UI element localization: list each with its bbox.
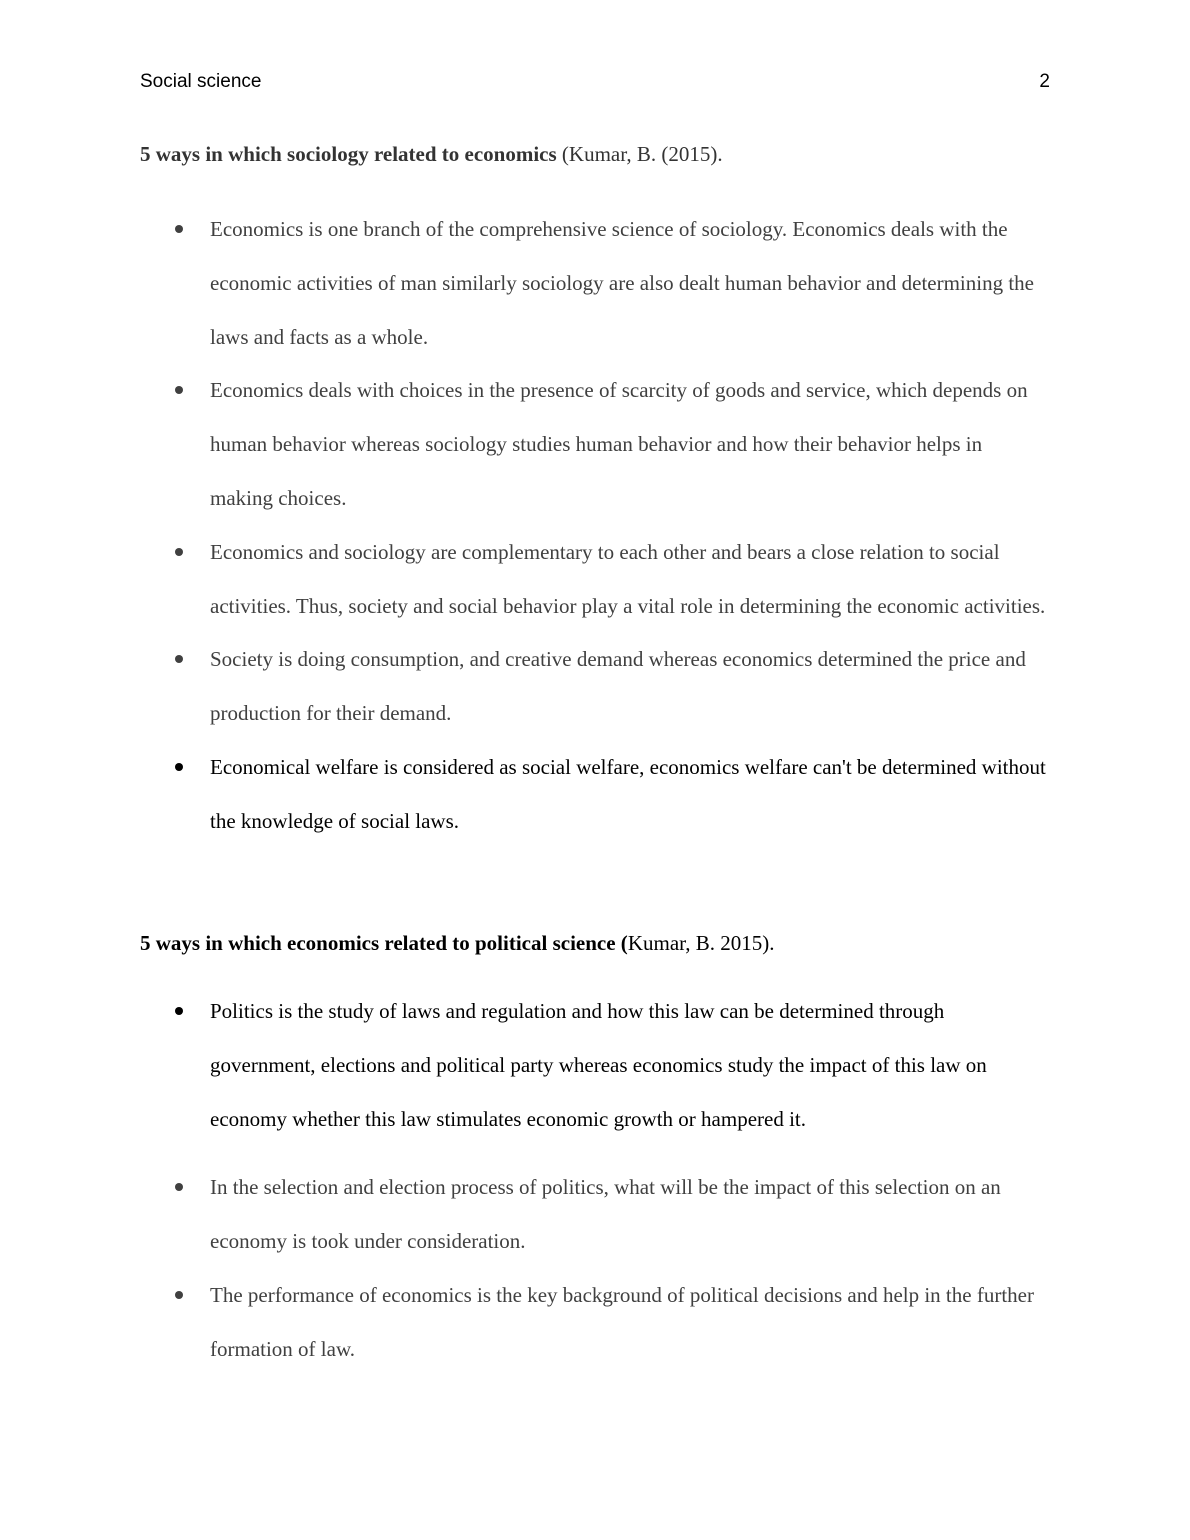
bullet-icon [175,225,183,233]
list-item [140,203,1050,364]
section-heading-economics-political-science [140,929,775,957]
list-item-text: Economics and sociology are complementary to each other and bears a close relation to social activities. Thus, society and social behavior play a vital role in determining the economic activities. [210,539,1046,618]
heading-citation: (Kumar, B. (2015). [561,142,723,166]
bullet-icon [175,386,183,394]
list-item [140,985,1050,1146]
bullet-icon [175,1007,183,1015]
bullet-icon [175,655,183,663]
section-heading-sociology-economics [140,140,723,168]
heading-bold-text: 5 ways in which economics related to political science ( [140,931,628,955]
heading-citation: Kumar, B. 2015). [627,931,775,955]
bullet-icon [175,1183,183,1191]
list-item [140,364,1050,525]
list-item [140,633,1050,741]
list-item-text: Economics is one branch of the comprehensive science of sociology. Economics deals with the economic activities of man similarly sociology are also dealt human behavior and determining the laws and facts as a whole. [210,217,1035,349]
bullet-list-economics-political-science [140,985,1050,1377]
bullet-icon [175,548,183,556]
list-item [140,526,1050,634]
bullet-icon [175,763,183,771]
list-item [140,1161,1050,1269]
list-item-text: The performance of economics is the key background of political decisions and help in the further formation of law. [210,1282,1034,1361]
bullet-icon [175,1291,183,1299]
list-item-text: In the selection and election process of politics, what will be the impact of this selection on an economy is took under consideration. [210,1175,1001,1254]
list-item-text: Economical welfare is considered as social welfare, economics welfare can't be determined without the knowledge of social laws. [210,754,1046,833]
list-item-text: Politics is the study of laws and regulation and how this law can be determined through government, elections and political party whereas economics study the impact of this law on economy whether this law stimulates economic growth or hampered it. [210,999,987,1131]
list-item [140,741,1050,849]
list-item-text: Economics deals with choices in the presence of scarcity of goods and service, which depends on human behavior whereas sociology studies human behavior and how their behavior helps in making choices. [210,378,1028,510]
bullet-list-sociology-economics [140,203,1050,849]
page-number: 2 [1039,71,1050,92]
heading-bold-text: 5 ways in which sociology related to economics [140,142,562,166]
list-item [140,1269,1050,1377]
running-header-title: Social science [140,71,262,92]
list-item-text: Society is doing consumption, and creative demand whereas economics determined the price and production for their demand. [210,647,1026,726]
